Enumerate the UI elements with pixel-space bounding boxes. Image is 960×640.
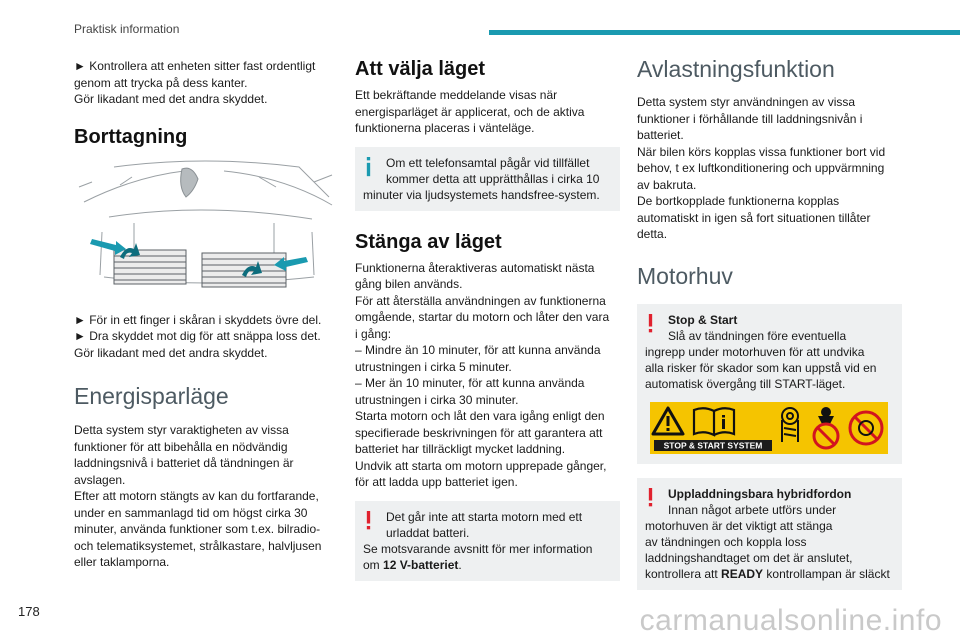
warning-icon [648, 312, 653, 336]
text-line: energisparläget är applicerat, och de aktiva [355, 104, 585, 119]
text-line: av bakruta. [637, 177, 697, 192]
column-middle [355, 56, 620, 581]
heading-motorhuv: Motorhuv [637, 262, 733, 289]
text-line: De bortkopplade funktionerna kopplas [637, 194, 840, 208]
text-line: minuter, använda funktioner som t.ex. bilradio- [74, 522, 321, 536]
warning-box-battery [355, 501, 620, 581]
battery-reference-link[interactable]: 12 V-batteriet [383, 557, 459, 572]
warning-icon [366, 509, 371, 533]
heading-att-valja-laget: Att välja läget [355, 58, 486, 80]
text-line: utrustningen i cirka 5 minuter. [355, 359, 512, 374]
info-icon [366, 155, 371, 179]
text-fragment: kontrollera att [645, 566, 722, 581]
text-line: specifierade beskrivningen för att garantera att [355, 425, 603, 440]
text-line: i gång: [355, 326, 392, 341]
text-line: – Mer än 10 minuter, för att kunna använda [355, 376, 585, 390]
text-line: Det går inte att starta motorn med ett [386, 509, 583, 524]
text-fragment: kontrollampan är släckt [763, 566, 890, 581]
text-line: eller taklamporna. [74, 555, 170, 569]
text-line: Ett bekräftande meddelande visas när [355, 88, 558, 102]
text-line: minuter via ljudsystemets handsfree-system. [363, 187, 600, 202]
ready-keyword: READY [721, 566, 764, 581]
text-line: automatisk övergång till START-läget. [645, 376, 846, 391]
text-line: ► Dra skyddet mot dig för att snäppa loss det. [74, 329, 321, 343]
stop-start-system-label: STOP & START SYSTEM [663, 440, 762, 450]
intro-paragraph [74, 58, 336, 108]
text-line: Se motsvarande avsnitt för mer information [363, 541, 593, 556]
heading-stanga-av-laget: Stänga av läget [355, 230, 502, 253]
column-right [637, 56, 902, 590]
text-line: laddningshandtaget om det är anslutet, [645, 550, 853, 565]
text-line: behov, t ex luftkonditionering och uppvärmning [637, 161, 885, 175]
page-number: 178 [18, 604, 40, 619]
text-line: ingrepp under motorhuven för att undvika [645, 344, 865, 359]
stop-start-heading: Stop & Start [668, 312, 738, 327]
grille-right [202, 253, 286, 287]
info-box [355, 147, 620, 211]
text-line: under en sammanlagd tid om högst cirka 30 [74, 505, 308, 520]
text-line: Innan något arbete utförs under [668, 502, 837, 517]
select-paragraph [355, 87, 620, 137]
text-line: batteriet har tillräckligt mycket laddning. [355, 442, 566, 456]
text-line: genom att trycka på dess kanter. [74, 75, 248, 90]
text-line: Funktionerna återaktiveras automatiskt nästa [355, 260, 595, 275]
text-line: När bilen körs kopplas vissa funktioner bort vid [637, 144, 886, 159]
page-header-title: Praktisk information [74, 22, 180, 36]
text-line [645, 566, 892, 582]
watermark: carmanualsonline.info [639, 604, 942, 637]
text-line: Slå av tändningen före eventuella [668, 328, 847, 343]
text-line: alla risker för skador som kan uppstå vid en [645, 360, 877, 375]
text-line: Gör likadant med det andra skyddet. [74, 92, 268, 106]
text-line: batteriet. [637, 128, 684, 142]
lion-emblem-icon [181, 168, 198, 197]
text-line: detta. [637, 227, 668, 241]
text-line: avslagen. [74, 472, 126, 487]
heading-energisparlage: Energisparläge [74, 383, 229, 409]
stop-paragraph [355, 260, 620, 491]
text-line: gång bilen används. [355, 277, 463, 291]
heading-borttagning: Borttagning [74, 125, 188, 148]
text-line: utrustningen i cirka 30 minuter. [355, 392, 519, 407]
header-accent-bar [489, 30, 960, 35]
text-line: Efter att motorn stängts av kan du fortfarande, [74, 489, 319, 503]
text-line: motorhuven är det viktigt att stänga [645, 518, 833, 533]
text-line: Undvik att starta om motorn upprepade gånger, [355, 458, 607, 473]
text-line: Detta system styr varaktigheten av vissa [74, 423, 289, 437]
text-line: funktionerna placeras i vänteläge. [355, 121, 535, 135]
text-line: – Mindre än 10 minuter, för att kunna använda [355, 343, 601, 357]
removal-paragraph [74, 312, 336, 362]
stop-start-symbol-panel [650, 402, 888, 454]
text-line: Gör likadant med det andra skyddet. [74, 345, 268, 360]
text-line: För att återställa användningen av funktionerna [355, 293, 606, 308]
text-line: omgående, startar du motorn och låter den vara [355, 310, 610, 324]
text-line: av tändningen och koppla loss [645, 534, 807, 549]
text-line: kommer detta att upprätthållas i cirka 10 [386, 171, 600, 186]
text-line: Om ett telefonsamtal pågår vid tillfället [386, 155, 590, 170]
text-fragment: om [363, 557, 384, 572]
warning-text [363, 509, 610, 573]
text-line: och telematiksystemet, strålkastare, halvljusen [74, 538, 322, 553]
text-line: Starta motorn och låt den vara igång enligt den [355, 409, 605, 423]
hybrid-heading: Uppladdningsbara hybridfordon [668, 486, 852, 501]
text-line: för att ladda upp batteriet igen. [355, 475, 518, 489]
heading-avlastningsfunktion: Avlastningsfunktion [637, 56, 835, 82]
text-line: urladdat batteri. [386, 525, 470, 540]
warning-box-hybrid [637, 478, 902, 590]
text-line: ► Kontrollera att enheten sitter fast ordentligt [74, 59, 316, 73]
hybrid-text [645, 486, 892, 582]
stop-start-text [645, 312, 892, 392]
warning-box-stop-start [637, 304, 902, 464]
text-fragment: . [458, 557, 462, 572]
bumper-illustration [74, 157, 336, 297]
info-text [363, 155, 610, 203]
text-line: Detta system styr användningen av vissa [637, 95, 856, 109]
text-line: laddningsnivå i batteriet då tändningen är [74, 456, 294, 470]
column-left [74, 56, 336, 571]
avlastning-paragraph [637, 94, 902, 243]
text-line [363, 557, 610, 573]
text-line: automatiskt in igen så fort situationen tillåter [637, 210, 871, 225]
text-line: ► För in ett finger i skåran i skyddets övre del. [74, 312, 322, 327]
energy-paragraph [74, 422, 336, 571]
warning-icon [648, 486, 653, 510]
text-line: funktioner för att bibehålla en nödvändig [74, 439, 288, 454]
text-line: funktioner i förhållande till laddningsnivån i [637, 111, 863, 126]
